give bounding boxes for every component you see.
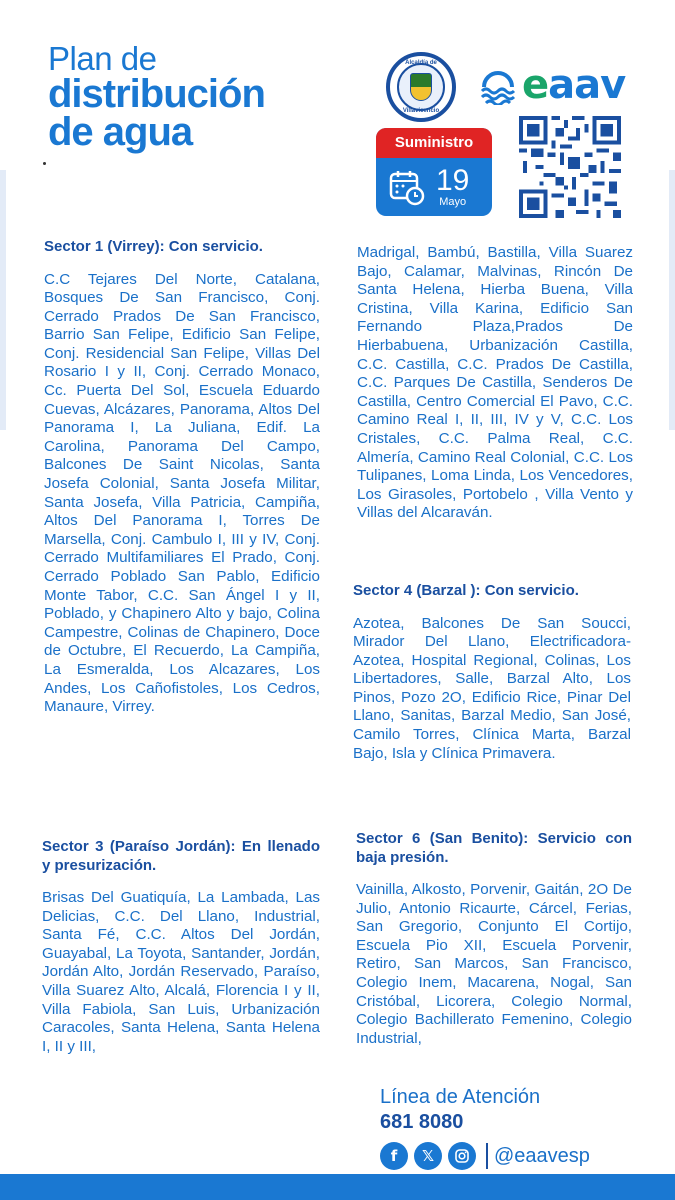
title-line-1: Plan de (48, 40, 157, 77)
facebook-icon[interactable]: f (380, 1142, 408, 1170)
seal-emblem (397, 63, 445, 111)
title-line-3: de agua (48, 110, 193, 154)
sector-6-body: Vainilla, Alkosto, Porvenir, Gaitán, 2O De Julio, Antonio Ricaurte, Cárcel, Ferias, San Gregorio, Conjunto El Cortijo, Escuela Pio XII, Escuela Porvenir, Retiro, San Marcos, San Francisco, Colegio Inem, Macarena, Nogal, San Cristóbal, Licorera, Colegio Normal, Colegio Bachillerato Femenino, Colegio Industrial, (356, 881, 632, 1047)
contact-phone[interactable]: 681 8080 (380, 1111, 464, 1133)
sector-6-title: Sector 6 (San Benito): Servicio con baja presión. (356, 830, 632, 866)
sector-1-continued-block (357, 244, 633, 523)
sector-4-title: Sector 4 (Barzal ): Con servicio. (353, 582, 579, 599)
alcaldia-seal-logo (386, 52, 456, 122)
left-decor-bar (0, 170, 6, 430)
page-title (48, 40, 265, 154)
eaav-logo (478, 62, 625, 108)
instagram-icon[interactable] (448, 1142, 476, 1170)
seal-bottom-text: Villavicencio (402, 108, 440, 114)
bottom-color-bar (0, 1174, 675, 1200)
sector-1-title: Sector 1 (Virrey): Con servicio. (44, 238, 263, 255)
sector-1-continued-body: Madrigal, Bambú, Bastilla, Villa Suarez Bajo, Calamar, Malvinas, Rincón De Santa Helena, Hierba Buena, Villa Cristina, Villa Karina, Edificio San Fernando Plaza,Prados De Hierbabuena, Urbanización Castilla, C.C. Castilla, C.C. Prados De Castilla, C.C. Parques De Castilla, Senderos De Castilla, Centro Comercial El Pavo, C.C. Camino Real I, II, III, IV y V, C.C. Los Cristales, C.C. Palma Real, C.C. Almería, Camino Real Colonial, C.C. Los Tulipanes, Loma Linda, Los Vencedores, Los Girasoles, Portobelo , Villa Vento y Villas del Alcaraván. (357, 244, 633, 522)
supply-date-badge (376, 128, 492, 216)
sector-1-body: C.C Tejares Del Norte, Catalana, Bosques De San Francisco, Conj. Cerrado Prados De San Francisco, Barrio San Felipe, Edificio San Felipe, Conj. Residencial San Felipe, Villas Del Rosario I y II, Conj. Cerrado Monaco, Cc. Puerta Del Sol, Escuela Eduardo Cuevas, Alcázares, Panorama, Altos Del Panorama I, La Juliana, Edif. La Carolina, Panorama Del Campo, Balcones De Saint Nicolas, Santa Josefa Colonial, Santa Josefa Militar, Santa Josefa, Villa Patricia, Campiña, Altos Del Panorama I, Torres De Marsella, Conj. Cambulo I, III y IV, Conj. Cerrado Multifamiliares El Prado, Conj. Cerrado Poblado San Pablo, Edificio Monte Tabor, C.C. San Ángel I y II, Poblado, y Chapinero Alto y bajo, Colina Campestre, Colinas de Chapinero, Doce de Octubre, El Recuerdo, La Campiña, La Esmeralda, Los Alcazares, Los Andes, Los Cañofistoles, Los Cedros, Manaure, Virrey. (44, 270, 320, 716)
sector-1-block (44, 238, 320, 717)
sector-3-block (42, 838, 320, 1056)
water-waves-icon (478, 65, 518, 105)
decor-dot (43, 162, 46, 165)
divider (486, 1143, 488, 1169)
qr-code[interactable] (517, 116, 623, 218)
contact-footer (380, 1086, 590, 1170)
social-handle[interactable]: @eaavesp (494, 1144, 590, 1167)
social-links (380, 1142, 590, 1170)
sector-4-block (353, 582, 631, 763)
eaav-logo-text: eaav (522, 62, 626, 108)
badge-day: 19 (436, 164, 470, 197)
right-decor-bar (669, 170, 675, 430)
shield-icon (410, 73, 432, 101)
sector-6-block (356, 830, 632, 1048)
sector-4-body: Azotea, Balcones De San Soucci, Mirador Del Llano, Electrificadora-Azotea, Hospital Regional, Colinas, Los Libertadores, Salle, Barzal Alto, Los Pinos, Pozo 2O, Edificio Rice, Pinar Del Llano, Sanitas, Barzal Medio, San José, Camilo Torres, Clínica Marta, Barzal Bajo, Isla y Clínica Primavera. (353, 614, 631, 762)
badge-label: Suministro (376, 128, 492, 158)
badge-month: Mayo (439, 196, 467, 208)
title-line-2: distribución (48, 72, 265, 116)
calendar-clock-icon (388, 168, 426, 206)
sector-3-body: Brisas Del Guatiquía, La Lambada, Las Delicias, C.C. Del Llano, Industrial, Santa Fé, C.C. Altos Del Jordán, Guayabal, La Toyota, Santander, Jordán, Jordán Alto, Jordán Reservado, Paraíso, Villa Suarez Alto, Alcalá, Florencia I y II, Villa Fabiola, San Luis, Urbanización Caracoles, Santa Helena, Santa Helena I, II y III, (42, 889, 320, 1055)
contact-label: Línea de Atención (380, 1086, 541, 1108)
sector-3-title: Sector 3 (Paraíso Jordán): En llenado y presurización. (42, 838, 320, 874)
x-icon[interactable]: 𝕏 (414, 1142, 442, 1170)
seal-top-text: Alcaldía de (405, 60, 437, 66)
